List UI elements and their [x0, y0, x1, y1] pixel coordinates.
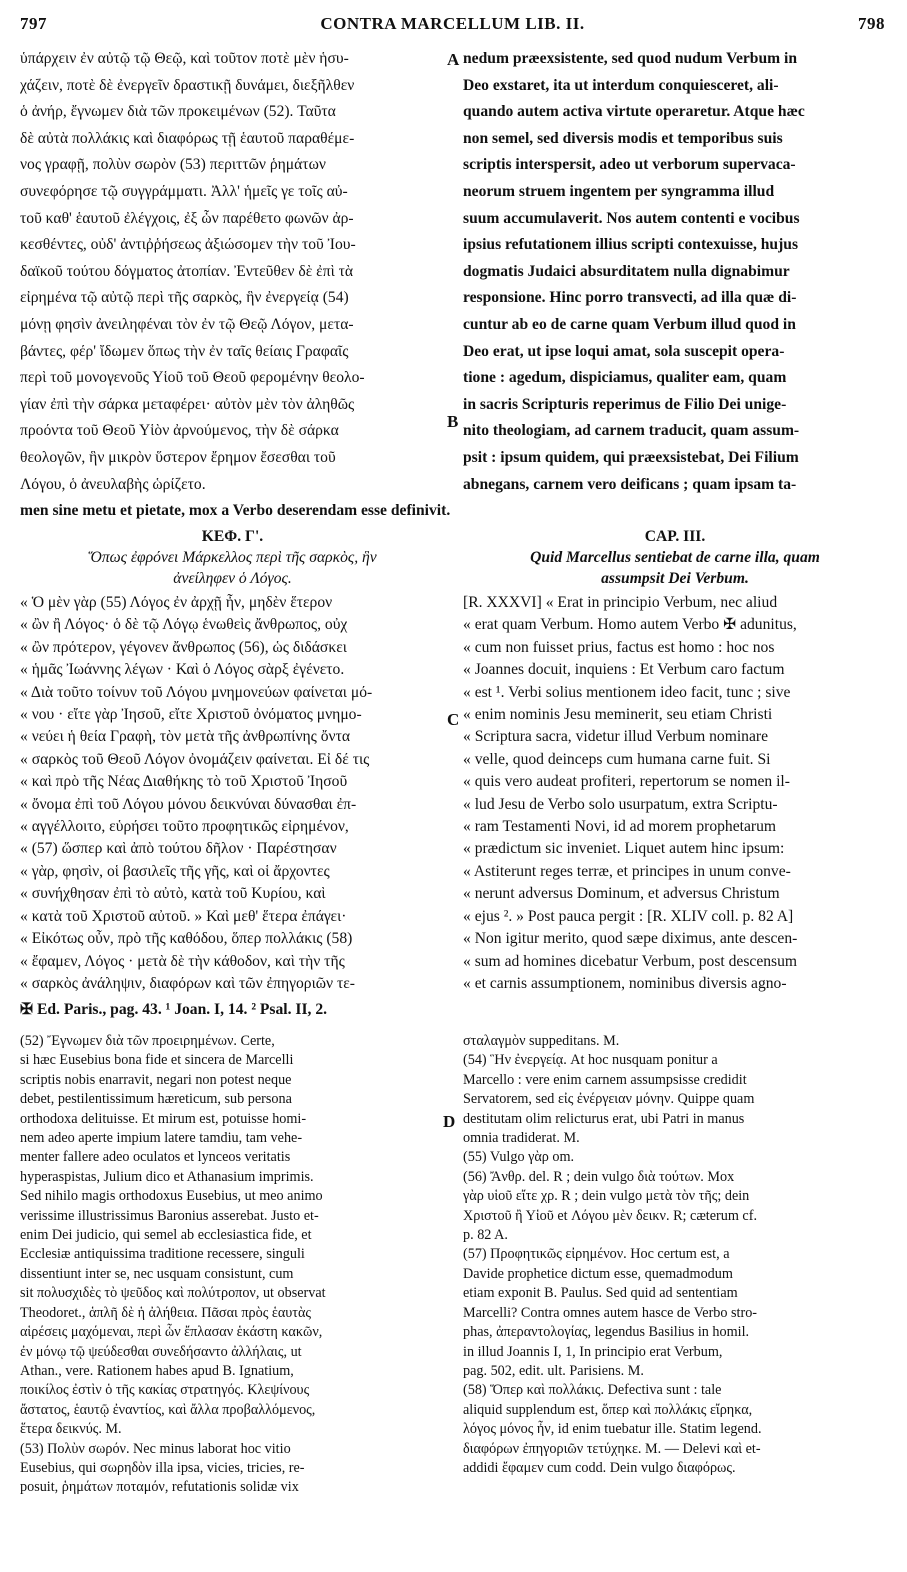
note-line: Servatorem, sed εἰς ἐνέργειαν μόνην. Quippe quam: [463, 1091, 755, 1108]
greek-line: « ὢν ἢ Λόγος· ὁ δὲ τῷ Λόγῳ ἑνωθεὶς ἄνθρωπος, οὐχ: [20, 616, 348, 634]
latin-line: non semel, sed diversis modis et temporibus suis: [463, 129, 783, 147]
latin-line: « enim nominis Jesu meminerit, seu etiam Christi: [463, 706, 773, 724]
greek-line: δὲ αὐτὰ πολλάκις καὶ διαφόρως τῇ ἑαυτοῦ παραθέμε-: [20, 129, 355, 147]
latin-line: cuntur ab eo de carne quam Verbum illud quod in: [463, 315, 796, 333]
latin-line: scriptis interspersit, adeo ut verborum supervaca-: [463, 156, 796, 174]
note-line: orthodoxa delituisse. Et mirum est, potuisse homi-: [20, 1110, 307, 1127]
note-line: si hæc Eusebius bona fide et sincera de Marcelli: [20, 1052, 294, 1069]
note-line: ἕτερα δεικνύς. M.: [20, 1421, 122, 1438]
latin-line: abnegans, carnem vero deificans ; quam ipsam ta-: [463, 475, 797, 493]
note-line: destitutam olim relicturus erat, ubi Patri in manus: [463, 1110, 745, 1127]
latin-chapter-number: CAP. III.: [644, 528, 706, 545]
greek-line: « ἔφαμεν, Λόγος · μετὰ δὲ τὴν κάθοδον, καὶ τὴν τῆς: [20, 952, 345, 970]
latin-line: in sacris Scripturis reperimus de Filio Dei unige-: [463, 395, 787, 413]
note-line: Marcelli? Contra omnes autem hasce de Verbo stro-: [463, 1304, 758, 1321]
greek-line: νος γραφῇ, πολὺν σωρὸν (53) περιττῶν ῥημάτων: [20, 156, 326, 174]
note-line: (54) Ἣν ἐνεργείᾳ. At hoc nusquam ponitur a: [463, 1052, 718, 1069]
note-line: ἄστατος, ἑαυτῷ ἐναντίος, καὶ ἄλλα προβαλλόμενος,: [20, 1401, 316, 1418]
running-title: CONTRA MARCELLUM LIB. II.: [320, 14, 585, 33]
note-line: (53) Πολὺν σωρόν. Nec minus laborat hoc vitio: [20, 1440, 291, 1457]
latin-line: « nerunt adversus Dominum, et adversus Christum: [463, 885, 780, 903]
greek-line: θεολογῶν, ἣν μικρὸν ὕστερον ἔρημον ἔσεσθαι τοῦ: [20, 448, 336, 466]
greek-line: « Ὁ μὲν γὰρ (55) Λόγος ἐν ἀρχῇ ἦν, μηδὲν ἕτερον: [20, 594, 333, 611]
full-width-line: [20, 498, 890, 525]
latin-column-top: [463, 46, 887, 498]
note-line: λόγος μόνος ἦν, id enim tuebatur ille. Statim legend.: [463, 1421, 762, 1438]
footnotes-left: [20, 1032, 450, 1498]
latin-line: psit : ipsum quidem, qui præexsistebat, Dei Filium: [463, 448, 799, 466]
note-line: (56) Ἄνθρ. del. R ; dein vulgo διὰ τούτων. Mox: [463, 1168, 735, 1185]
latin-line: tione : agedum, dispiciamus, qualiter eam, quam: [463, 369, 787, 387]
greek-line: συνεφόρησε τῷ συγγράμματι. Ἀλλ' ἡμεῖς γε τοῖς αὐ-: [20, 182, 348, 200]
greek-line: γίαν ἐπὶ τὴν σάρκα μεταφέρει· αὐτὸν μὲν τὸν ἀληθῶς: [20, 395, 355, 413]
footnotes-right: [463, 1032, 887, 1478]
greek-chapter-subtitle: Ὅπως ἐφρόνει Μάρκελλος περὶ τῆς σαρκὸς, ἣν: [88, 549, 377, 566]
note-line: (55) Vulgo γὰρ om.: [463, 1149, 575, 1166]
right-page-number: 798: [857, 14, 885, 33]
greek-line: « Εἰκότως οὖν, πρὸ τῆς καθόδου, ὅπερ πολλάκις (58): [20, 930, 353, 948]
latin-line: ipsius refutationem illius scripti contexuisse, hujus: [463, 236, 799, 254]
note-line: etiam exponit B. Paulus. Sed quid ad sententiam: [463, 1285, 738, 1302]
note-line: menter fallere adeo oculatos et lynceos veritatis: [20, 1149, 291, 1166]
greek-line: « ἡμᾶς Ἰωάννης λέγων · Καὶ ὁ Λόγος σὰρξ ἐγένετο.: [20, 661, 345, 679]
latin-line: « Non igitur merito, quod sæpe diximus, ante descen-: [463, 930, 798, 948]
greek-line: « συνήχθησαν ἐπὶ τὸ αὐτὸ, κατὰ τοῦ Κυρίου, καὶ: [20, 885, 326, 903]
note-line: debet, pestilentissimum hæreticum, sub persona: [20, 1091, 292, 1108]
greek-line: « καὶ πρὸ τῆς Νέας Διαθήκης τὸ τοῦ Χριστοῦ Ἰησοῦ: [20, 773, 348, 791]
latin-line: « prædictum sic inveniet. Liquet autem hinc ipsum:: [463, 840, 785, 858]
greek-line: « κατὰ τοῦ Χριστοῦ αὐτοῦ. » Καὶ μεθ' ἕτερα ἐπάγει·: [20, 907, 347, 925]
note-line: Marcello : vere enim carnem assumpsisse credidit: [463, 1071, 747, 1088]
note-line: posuit, ῥημάτων ποταμόν, refutationis solidæ vix: [20, 1479, 299, 1496]
note-line: αἱρέσεις μαχόμεναι, περὶ ὧν ἔπλασαν ἑκάστη κακῶν,: [20, 1324, 323, 1341]
note-line: hyperaspistas, Julium dico et Athanasium imprimis.: [20, 1168, 314, 1185]
greek-line: δαϊκοῦ τούτου δόγματος ἀτοπίαν. Ἐντεῦθεν δὲ ἐπὶ τὰ: [20, 262, 354, 280]
greek-line: περὶ τοῦ μονογενοῦς Υἱοῦ τοῦ Θεοῦ φερομένην θεολο-: [20, 369, 365, 387]
note-line: dissentiunt inter se, nec usquam consistunt, cum: [20, 1265, 294, 1282]
greek-line: μόνῃ φησὶν ἀνειληφέναι τὸν ἐν τῷ Θεῷ Λόγον, μετα-: [20, 315, 354, 333]
greek-chapter-subtitle: ἀνείληφεν ὁ Λόγος.: [173, 570, 292, 587]
latin-line: nedum præexsistente, sed quod nudum Verbum in: [463, 50, 798, 67]
latin-chapter-subtitle: Quid Marcellus sentiebat de carne illa, quam: [530, 549, 820, 566]
latin-line: « Scriptura sacra, videtur illud Verbum nominare: [463, 728, 769, 746]
note-line: (52) Ἔγνωμεν διὰ τῶν προειρημένων. Certe,: [20, 1033, 275, 1049]
full-line-text: men sine metu et pietate, mox a Verbo deserendam esse definivit.: [20, 502, 451, 519]
note-line: (58) Ὅπερ καὶ πολλάκις. Defectiva sunt : tale: [463, 1382, 722, 1399]
note-line: σταλαγμὸν suppeditans. M.: [463, 1033, 620, 1049]
note-line: Theodoret., ἁπλῆ δὲ ἡ ἀλήθεια. Πᾶσαι πρὸς ἑαυτὰς: [20, 1304, 312, 1321]
latin-line: « Joannes docuit, inquiens : Et Verbum caro factum: [463, 661, 785, 679]
running-header: [20, 14, 885, 40]
note-line: nem adeo aperte impium latere tamdiu, tam vehe-: [20, 1130, 303, 1147]
latin-line: dogmatis Judaici absurditatem nulla dignabimur: [463, 262, 790, 280]
note-line: Athan., vere. Rationem habes apud B. Ignatium,: [20, 1362, 294, 1379]
note-line: phas, ἀπεραντολογίας, legendus Basilius in homil.: [463, 1324, 750, 1341]
greek-line: « σαρκὸς ἀνάληψιν, διαφόρων καὶ τῶν ἐπηγοριῶν τε-: [20, 974, 355, 992]
note-line: ἐν μόνῳ τῷ ψεύδεσθαι συνεδήσαντο ἀλλήλαις, ut: [20, 1343, 302, 1360]
greek-line: τοῦ καθ' ἑαυτοῦ ἐλέγχοις, ἐξ ὧν παρέθετο φωνῶν ἀρ-: [20, 209, 354, 227]
greek-line: « γὰρ, φησὶν, οἱ βασιλεῖς τῆς γῆς, καὶ οἱ ἄρχοντες: [20, 862, 330, 880]
latin-chapter-subtitle: assumpsit Dei Verbum.: [601, 570, 749, 587]
greek-line: « (57) ὥσπερ καὶ ἀπὸ τούτου δῆλον · Παρέστησαν: [20, 840, 337, 858]
margin-marker-d: D: [443, 1112, 456, 1131]
greek-line: « αγγέλλοιτο, εὑρήσει τοῦτο προφητικῶς εἰρημένον,: [20, 818, 349, 836]
latin-column-mid: [463, 592, 887, 995]
greek-column-top: [20, 46, 445, 498]
latin-line: nito theologiam, ad carnem traducit, quam assum-: [463, 422, 800, 440]
greek-line: εἰρημένα τῷ αὐτῷ περὶ τῆς σαρκὸς, ἣν ἐνεργείᾳ (54): [20, 289, 349, 307]
latin-line: « cum non fuisset prius, factus est homo : hoc nos: [463, 638, 775, 656]
greek-line: « νου · εἴτε γὰρ Ἰησοῦ, εἴτε Χριστοῦ ὀνόματος μνημο-: [20, 706, 362, 724]
note-line: omnia tradiderat. M.: [463, 1130, 580, 1147]
greek-column-mid: [20, 592, 445, 995]
note-line: ποικίλος ἐστὶν ὁ τῆς κακίας στρατηγός. Κλεψίνους: [20, 1382, 310, 1399]
latin-line: « est ¹. Verbi solius mentionem ideo facit, tunc ; sive: [463, 683, 791, 701]
note-line: Davide prophetice dictum esse, quemadmodum: [463, 1265, 733, 1282]
note-line: Sed nihilo magis orthodoxus Eusebius, ut meo animo: [20, 1188, 323, 1205]
latin-line: « ejus ². » Post pauca pergit : [R. XLIV coll. p. 82 A]: [463, 907, 794, 925]
greek-chapter-number: ΚΕΦ. Γ'.: [201, 528, 264, 545]
greek-line: « ὢν πρότερον, γέγονεν ἄνθρωπος (56), ὡς διδάσκει: [20, 638, 347, 656]
note-line: enim Dei judicio, qui semel ab ecclesiastica fide, et: [20, 1227, 312, 1244]
greek-line: « νεύει ἡ θεία Γραφὴ, τὸν μετὰ τῆς ἀνθρωπίνης ὄντα: [20, 728, 351, 746]
note-line: Χριστοῦ ἢ Υἱοῦ et Λόγου μὲν δεικν. R; cæterum cf.: [463, 1207, 757, 1224]
latin-line: « ram Testamenti Novi, id ad morem prophetarum: [463, 818, 777, 836]
latin-line: Deo erat, ut ipse loqui amat, sola suscepit opera-: [463, 342, 785, 360]
latin-line: « velle, quod deinceps cum humana carne fuit. Si: [463, 750, 771, 768]
note-line: verissime illustrissimus Baronius asserebat. Justo et-: [20, 1207, 319, 1224]
margin-marker-b: B: [447, 412, 459, 431]
latin-line: [R. XXXVI] « Erat in principio Verbum, nec aliud: [463, 594, 778, 611]
note-line: p. 82 A.: [463, 1227, 508, 1244]
note-line: Eusebius, qui σωρηδὸν illa ipsa, vicies, tricies, re-: [20, 1459, 305, 1476]
latin-line: « quis vero audeat profiteri, repertorum se nomen il-: [463, 773, 790, 791]
greek-chapter-heading: [20, 526, 445, 589]
note-line: Ecclesiæ antiquissima traditione recessere, singuli: [20, 1246, 305, 1263]
greek-line: ὁ ἀνήρ, ἔγνωμεν διὰ τῶν προκειμένων (52). Ταῦτα: [20, 103, 336, 121]
greek-line: κεσθέντες, οὐδ' ἀντιῤῥήσεως ἀξιώσομεν τὴν τοῦ Ἰου-: [20, 236, 356, 254]
note-line: scriptis nobis enarravit, negari non potest neque: [20, 1071, 292, 1088]
latin-line: quando autem activa virtute operaretur. Atque hæc: [463, 103, 805, 121]
latin-line: Deo exstaret, ita ut interdum conquiesceret, ali-: [463, 76, 779, 94]
latin-line: « erat quam Verbum. Homo autem Verbo ✠ adunitus,: [463, 616, 797, 634]
latin-line: « sum ad homines dicebatur Verbum, post descensum: [463, 952, 798, 970]
margin-marker-a: A: [447, 50, 460, 69]
greek-line: βάντες, φέρ' ἴδωμεν ὅπως τὴν ἐν ταῖς θείαις Γραφαῖς: [20, 342, 349, 360]
greek-line: Λόγου, ὁ ἀνευλαβὴς ὡρίζετο.: [20, 475, 206, 493]
left-page-number: 797: [20, 14, 47, 33]
greek-line: « Διὰ τοῦτο τοίνυν τοῦ Λόγου μνημονεύων φαίνεται μό-: [20, 683, 373, 701]
margin-marker-c: C: [447, 710, 460, 729]
greek-line: προόντα τοῦ Θεοῦ Υἱὸν ἀρνούμενος, τὴν δὲ σάρκα: [20, 422, 339, 440]
note-line: in illud Joannis I, 1, In principio erat Verbum,: [463, 1343, 723, 1360]
greek-line: « ὄνομα ἐπὶ τοῦ Λόγου μόνου δεικνύναι δύνασθαι ἐπ-: [20, 795, 357, 813]
latin-line: « et carnis assumptionem, nominibus diversis agno-: [463, 974, 787, 992]
note-line: addidi ἔφαμεν cum codd. Dein vulgo διαφόρως.: [463, 1459, 736, 1476]
note-line: pag. 502, edit. ult. Parisiens. M.: [463, 1362, 644, 1379]
latin-chapter-heading: [463, 526, 887, 589]
note-line: sit πολυσχιδὲς τὸ ψεῦδος καὶ πολύτροπον, ut observat: [20, 1285, 326, 1302]
note-line: γὰρ υἱοῦ εἴτε χρ. R ; dein vulgo μετὰ τὸν τῆς; dein: [463, 1188, 750, 1205]
greek-line: « σαρκὸς τοῦ Θεοῦ Λόγον ὀνομάζειν φαίνεται. Εἰ δέ τις: [20, 750, 370, 768]
note-line: διαφόρων ἐπηγοριῶν τετύχηκε. M. — Delevi καὶ et-: [463, 1440, 761, 1457]
latin-line: « lud Jesu de Verbo solo usurpatum, extra Scriptu-: [463, 795, 778, 813]
scripture-references: ✠ Ed. Paris., pag. 43. ¹ Joan. I, 14. ² Psal. II, 2.: [20, 1001, 328, 1018]
greek-line: χάζειν, ποτὲ δὲ ἐνεργεῖν δραστικῇ δυνάμει, διεξῆλθεν: [20, 76, 355, 94]
latin-line: responsione. Hinc porro transvecti, ad illa quæ di-: [463, 289, 797, 307]
latin-line: neorum struem ingentem per syngramma illud: [463, 182, 775, 200]
note-line: (57) Προφητικῶς εἰρημένον. Hoc certum est, a: [463, 1246, 730, 1263]
latin-line: « Astiterunt reges terræ, et principes in unum conve-: [463, 862, 791, 880]
note-line: aliquid supplendum est, ὅπερ καὶ πολλάκις εἴρηκα,: [463, 1401, 753, 1418]
greek-line: ὑπάρχειν ἐν αὐτῷ τῷ Θεῷ, καὶ τοῦτον ποτὲ μὲν ἡσυ-: [20, 50, 349, 67]
latin-line: suum accumulaverit. Nos autem contenti e vocibus: [463, 209, 800, 227]
